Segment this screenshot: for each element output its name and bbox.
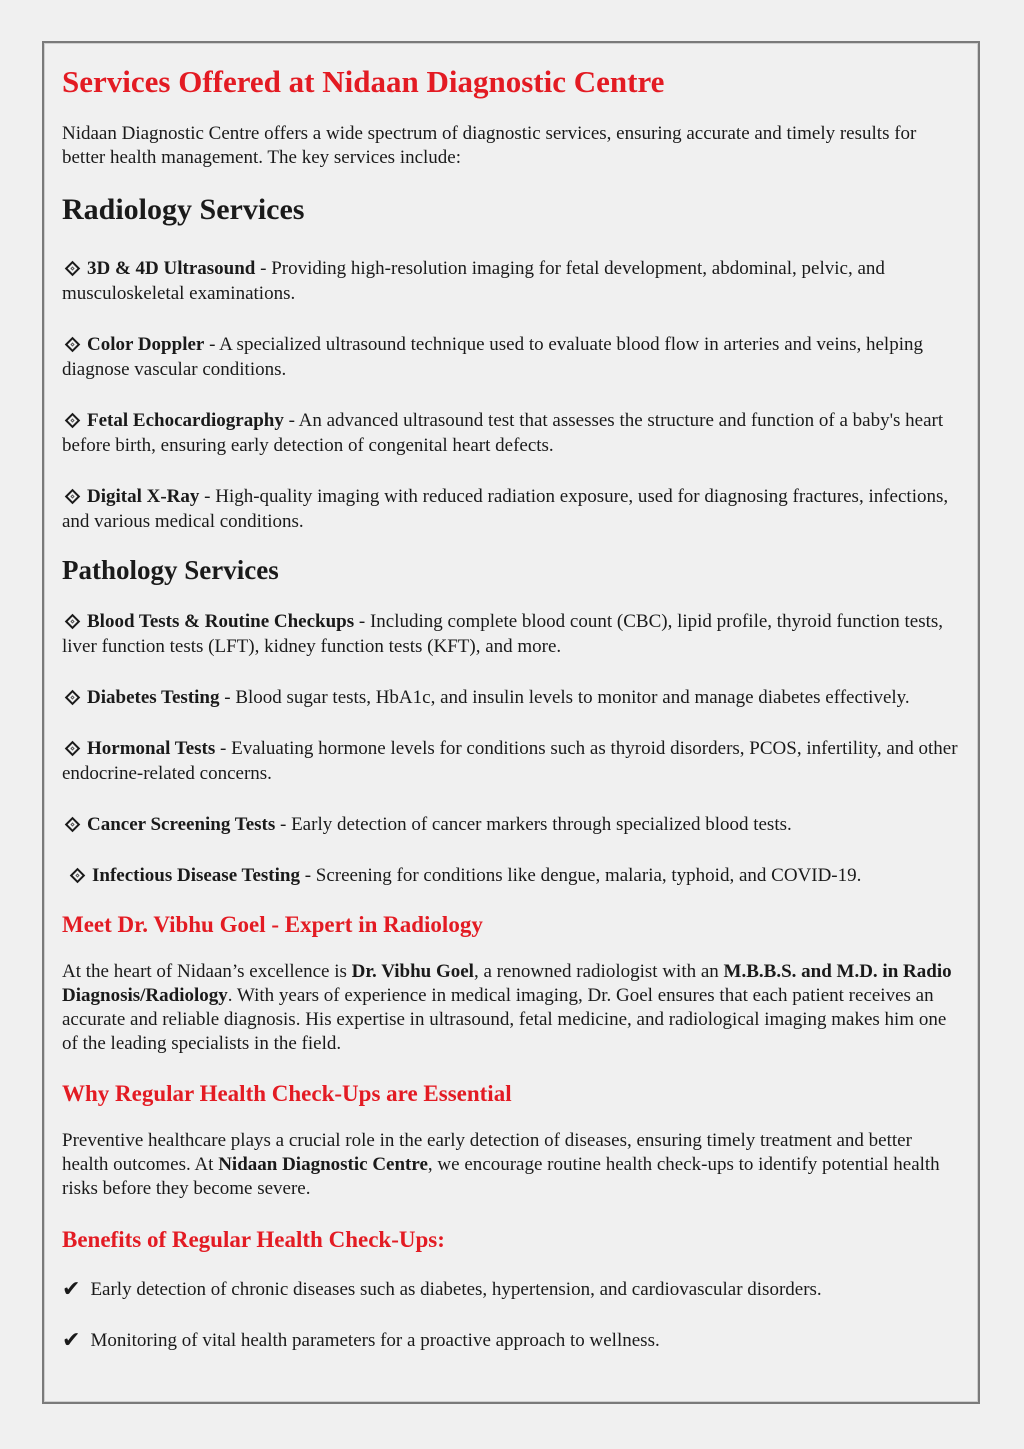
diamond-bullet-icon [65,816,81,832]
service-description: - Evaluating hormone levels for conditions such as thyroid disorders, PCOS, infertility, and other endocrine-related concerns. [62,737,958,784]
checkmark-icon: ✔ [62,1328,81,1354]
service-name: Diabetes Testing [87,686,220,708]
service-description: - Screening for conditions like dengue, malaria, typhoid, and COVID-19. [299,864,862,886]
diamond-bullet-icon [65,337,81,353]
service-description: - Early detection of cancer markers through specialized blood tests. [275,813,792,835]
service-name: Cancer Screening Tests [87,813,276,835]
radiology-heading: Radiology Services [62,193,305,227]
service-name: Fetal Echocardiography [87,410,284,432]
radiology-item [62,332,960,382]
intro-paragraph: Nidaan Diagnostic Centre offers a wide spectrum of diagnostic services, ensuring accurate and timely results for better health management. The key services include: [62,123,917,169]
service-name: Color Doppler [87,334,205,356]
diamond-bullet-icon [65,261,81,277]
checkups-text: Preventive healthcare plays a crucial role in the early detection of diseases, ensuring timely treatment and better health outcomes. At [62,1129,912,1175]
benefit-text: Monitoring of vital health parameters for a proactive approach to wellness. [90,1330,660,1352]
pathology-item [62,685,960,710]
pathology-heading: Pathology Services [62,555,279,586]
service-description: - Providing high-resolution imaging for fetal development, abdominal, pelvic, and musculoskeletal examinations. [62,258,885,305]
pathology-item [62,812,960,837]
doctor-heading: Meet Dr. Vibhu Goel - Expert in Radiology [62,911,483,937]
pathology-item [62,863,960,888]
service-description: - Blood sugar tests, HbA1c, and insulin levels to monitor and manage diabetes effectively. [219,686,910,708]
diamond-bullet-icon [65,689,81,705]
diamond-bullet-icon [65,613,81,629]
radiology-item [62,484,960,534]
service-description: - High-quality imaging with reduced radiation exposure, used for diagnosing fractures, infections, and various medical conditions. [62,486,949,533]
doctor-text: , a renowned radiologist with an [473,961,724,983]
checkups-text: , we encourage routine health check-ups to identify potential health risks before they become severe. [62,1153,940,1199]
centre-name: Nidaan Diagnostic Centre [218,1153,428,1175]
diamond-bullet-icon [70,867,86,883]
diamond-bullet-icon [65,489,81,505]
doctor-degree: M.B.B.S. and M.D. in Radio Diagnosis/Radiology [62,961,952,1007]
radiology-item [62,256,960,306]
service-name: Blood Tests & Routine Checkups [87,610,355,632]
service-name: Infectious Disease Testing [92,864,300,886]
service-description: - Including complete blood count (CBC), lipid profile, thyroid function tests, liver function tests (LFT), kidney function tests (KFT), and more. [62,610,944,657]
pathology-item [62,736,960,786]
document-page [42,41,980,1404]
service-description: - A specialized ultrasound technique used to evaluate blood flow in arteries and veins, helping diagnose vascular conditions. [62,334,923,381]
checkmark-icon: ✔ [62,1277,81,1303]
page-title: Services Offered at Nidaan Diagnostic Centre [62,64,665,99]
diamond-bullet-icon [65,413,81,429]
doctor-name: Dr. Vibhu Goel [351,961,474,983]
doctor-paragraph [62,960,960,1056]
benefit-item [62,1277,960,1302]
doctor-text: At the heart of Nidaan’s excellence is [62,961,352,983]
doctor-text: . With years of experience in medical imaging, Dr. Goel ensures that each patient receives an accurate and reliable diagnosis. His expertise in ultrasound, fetal medicine, and radiological imaging makes him one of the leading specialists in the field. [62,985,947,1055]
benefit-text: Early detection of chronic diseases such as diabetes, hypertension, and cardiovascular disorders. [90,1279,822,1301]
checkups-paragraph [62,1129,960,1201]
service-name: Digital X-Ray [87,486,200,508]
benefit-item [62,1328,960,1353]
pathology-item [62,609,960,659]
service-name: 3D & 4D Ultrasound [87,258,256,280]
radiology-item [62,408,960,458]
checkups-heading: Why Regular Health Check-Ups are Essential [62,1081,512,1107]
diamond-bullet-icon [65,740,81,756]
service-name: Hormonal Tests [87,737,216,759]
benefits-heading: Benefits of Regular Health Check-Ups: [62,1226,445,1252]
service-description: - An advanced ultrasound test that assesses the structure and function of a baby's heart before birth, ensuring early detection of congenital heart defects. [62,410,944,457]
